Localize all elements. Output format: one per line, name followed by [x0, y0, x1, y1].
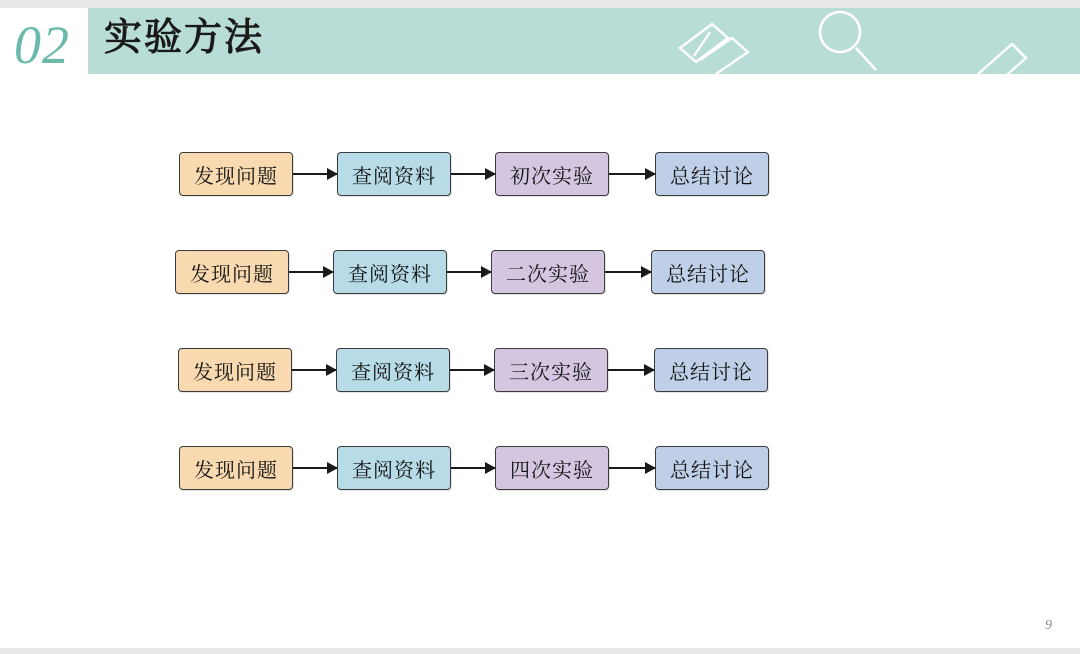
flow-diagram [175, 150, 875, 542]
flow-node-experiment[interactable]: 四次实验 [495, 446, 609, 490]
flow-row [178, 346, 875, 394]
flow-arrow [609, 467, 655, 469]
top-border-strip [0, 0, 1080, 8]
flow-node-discover[interactable]: 发现问题 [179, 152, 293, 196]
flow-arrow [605, 271, 651, 273]
flow-row [179, 150, 875, 198]
flow-row [179, 444, 875, 492]
flow-arrow [293, 467, 337, 469]
flow-arrow [608, 369, 654, 371]
page-number: 9 [1045, 618, 1052, 633]
flow-node-research[interactable]: 查阅资料 [337, 446, 451, 490]
flow-node-experiment[interactable]: 初次实验 [495, 152, 609, 196]
flow-node-discover[interactable]: 发现问题 [179, 446, 293, 490]
flow-arrow [293, 173, 337, 175]
flow-node-summary[interactable]: 总结讨论 [651, 250, 765, 294]
flow-arrow [451, 173, 495, 175]
flow-arrow [447, 271, 491, 273]
section-number: 02 [14, 15, 70, 75]
flow-node-experiment[interactable]: 二次实验 [491, 250, 605, 294]
flow-arrow [292, 369, 336, 371]
flow-node-research[interactable]: 查阅资料 [333, 250, 447, 294]
flow-node-summary[interactable]: 总结讨论 [655, 446, 769, 490]
flow-arrow [289, 271, 333, 273]
flow-node-research[interactable]: 查阅资料 [336, 348, 450, 392]
flow-arrow [609, 173, 655, 175]
flow-node-summary[interactable]: 总结讨论 [654, 348, 768, 392]
bottom-border-strip [0, 648, 1080, 654]
flow-node-summary[interactable]: 总结讨论 [655, 152, 769, 196]
flow-arrow [451, 467, 495, 469]
flow-row [175, 248, 875, 296]
flow-node-research[interactable]: 查阅资料 [337, 152, 451, 196]
flow-node-discover[interactable]: 发现问题 [178, 348, 292, 392]
flow-node-discover[interactable]: 发现问题 [175, 250, 289, 294]
flow-node-experiment[interactable]: 三次实验 [494, 348, 608, 392]
page-title: 实验方法 [104, 14, 265, 59]
flow-arrow [450, 369, 494, 371]
